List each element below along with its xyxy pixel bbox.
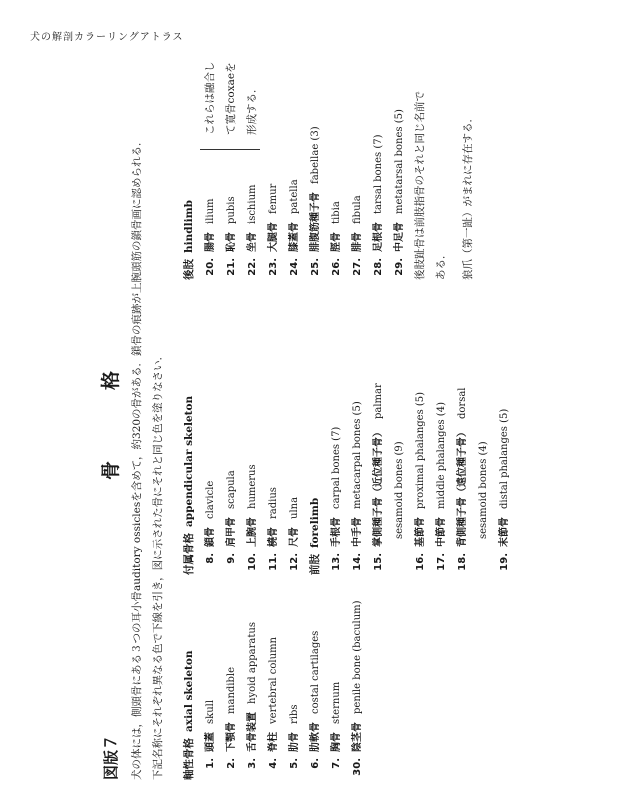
list-item: 22.坐骨ischium [247,184,258,276]
rotated-content [100,61,560,780]
list-item: 4.脊柱vertebral column [268,637,279,769]
list-item: 7.胸骨sternum [331,681,342,769]
list-item: 24.膝蓋骨patella [289,179,300,276]
intro-line: 下記名称にそれぞれ異なる色で下線を引き，図に示された骨にそれと同じ色を塗りなさい． [152,349,164,780]
list-item-continuation: sesamoid bones (9) [394,441,405,539]
coxae-note: これらは融合し て寛骨coxaeを 形成する． [204,61,258,135]
list-item: 11.橈骨radius [268,487,279,571]
list-item: 30.陰茎骨penile bone (baculum) [352,600,363,776]
pelvic-bracket [200,141,260,150]
list-item: 17.中節骨middle phalanges (4) [436,402,447,571]
list-item: 16.基節骨proximal phalanges (5) [415,391,426,571]
list-item: 10.上腕骨humerus [247,464,258,571]
list-item: 15.掌側種子骨（近位種子骨）palmar [373,383,384,571]
list-item: 25.腓腹筋種子骨fabellae (3) [310,126,321,276]
list-item: 28.足根骨tarsal bones (7) [373,134,384,276]
appendicular-column [179,330,515,575]
intro-text [127,135,169,780]
list-item: 19.末節骨distal phalanges (5) [499,408,510,571]
axial-column [179,570,368,780]
list-item: 13.手根骨carpal bones (7) [331,426,342,571]
page-title: 骨 格 [100,344,122,480]
list-item: 12.尺骨ulna [289,496,300,571]
list-item: 9.肩甲骨scapula [226,470,237,564]
list-item: 2.下顎骨mandible [226,666,237,769]
section-heading-hindlimb: 後肢hindlimb [183,199,195,280]
list-item: 20.腸骨ilium [205,198,216,276]
list-item: 14.中手骨metacarpal bones (5) [352,401,363,571]
list-item-continuation: sesamoid bones (4) [478,441,489,539]
list-item: 18.背側種子骨（遠位種子骨）dorsal [457,387,468,571]
list-item: 21.恥骨pubis [226,196,237,276]
intro-line: 犬の体には，側頭骨にある３つの耳小骨auditory ossiclesを含めて，約320の骨がある．鎖骨の痕跡が上腕頭筋の鎖骨画に認められる． [131,135,143,780]
list-item: 8.鎖骨clavicle [205,480,216,564]
list-item: 26.脛骨tibia [331,201,342,276]
list-item: 5.肋骨ribs [289,704,300,769]
figure-label: 図版７ [102,734,120,780]
section-heading-appendicular: 付属骨格appendicular skeleton [183,395,195,575]
list-item: 29.中足骨metatarsal bones (5) [394,109,405,276]
list-item: 27.腓骨fibula [352,195,363,276]
list-item: 1.頭蓋skull [205,699,216,769]
hindlimb-notes: 後肢趾骨は前肢指骨のそれと同じ名前で ある． 狼爪（第一趾）がまれに存在する． [414,91,474,280]
running-header: 犬の解剖カラーリングアトラス [30,32,184,43]
section-heading-axial: 軸性骨格axial skeleton [183,650,195,780]
list-item: 6.肋軟骨costal cartilages [310,630,321,769]
list-item: 23.大腿骨femur [268,183,279,276]
list-item: 3.舌骨装置hyoid apparatus [247,622,258,769]
section-heading-forelimb: 前肢forelimb [309,497,321,575]
